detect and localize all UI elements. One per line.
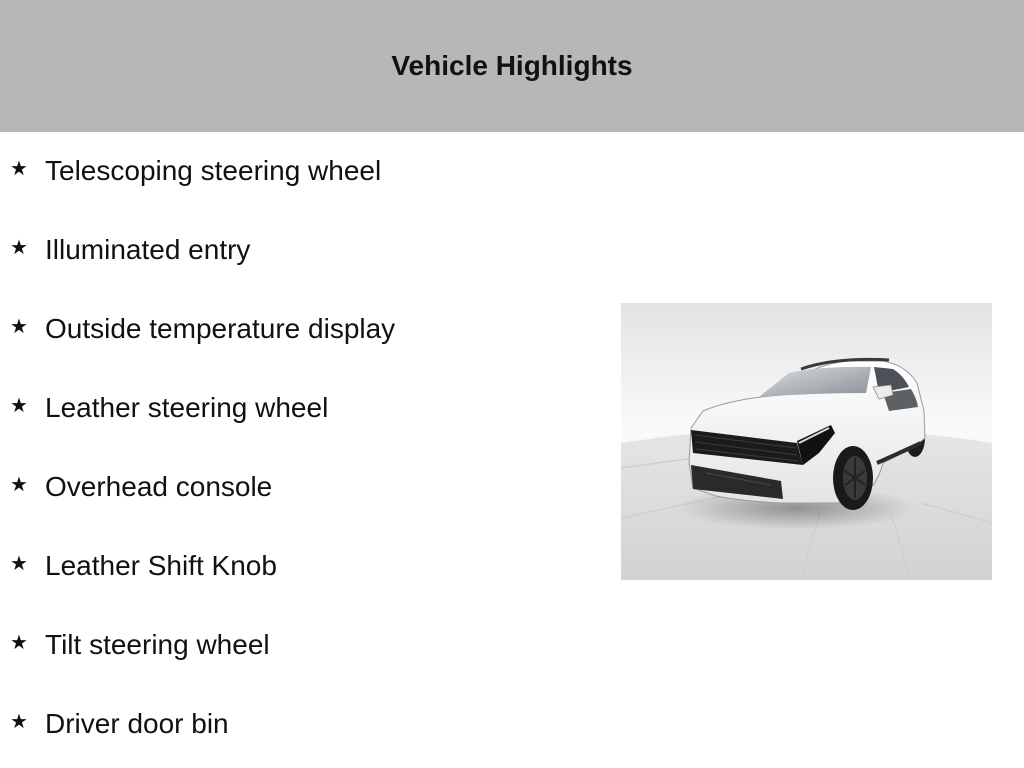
star-icon: ★ [10,314,28,338]
list-item [10,388,328,428]
star-icon: ★ [10,393,28,417]
feature-label: Illuminated entry [45,234,251,265]
white-suv-icon [621,303,992,580]
feature-label: Overhead console [45,471,273,502]
header-bar [0,0,1024,132]
star-icon: ★ [10,551,28,575]
star-icon: ★ [10,472,28,496]
list-item [10,230,250,270]
feature-label: Telescoping steering wheel [45,155,382,186]
feature-label: Leather steering wheel [45,392,329,423]
vehicle-photo [621,303,992,580]
feature-label: Tilt steering wheel [45,629,270,660]
list-item [10,467,272,507]
list-item [10,309,395,349]
star-icon: ★ [10,630,28,654]
star-icon: ★ [10,709,28,733]
list-item [10,704,229,744]
star-icon: ★ [10,156,28,180]
feature-label: Driver door bin [45,708,229,739]
list-item [10,546,277,586]
feature-label: Leather Shift Knob [45,550,277,581]
list-item [10,151,381,191]
star-icon: ★ [10,235,28,259]
list-item [10,625,270,665]
feature-label: Outside temperature display [45,313,396,344]
page-title: Vehicle Highlights [391,50,633,81]
